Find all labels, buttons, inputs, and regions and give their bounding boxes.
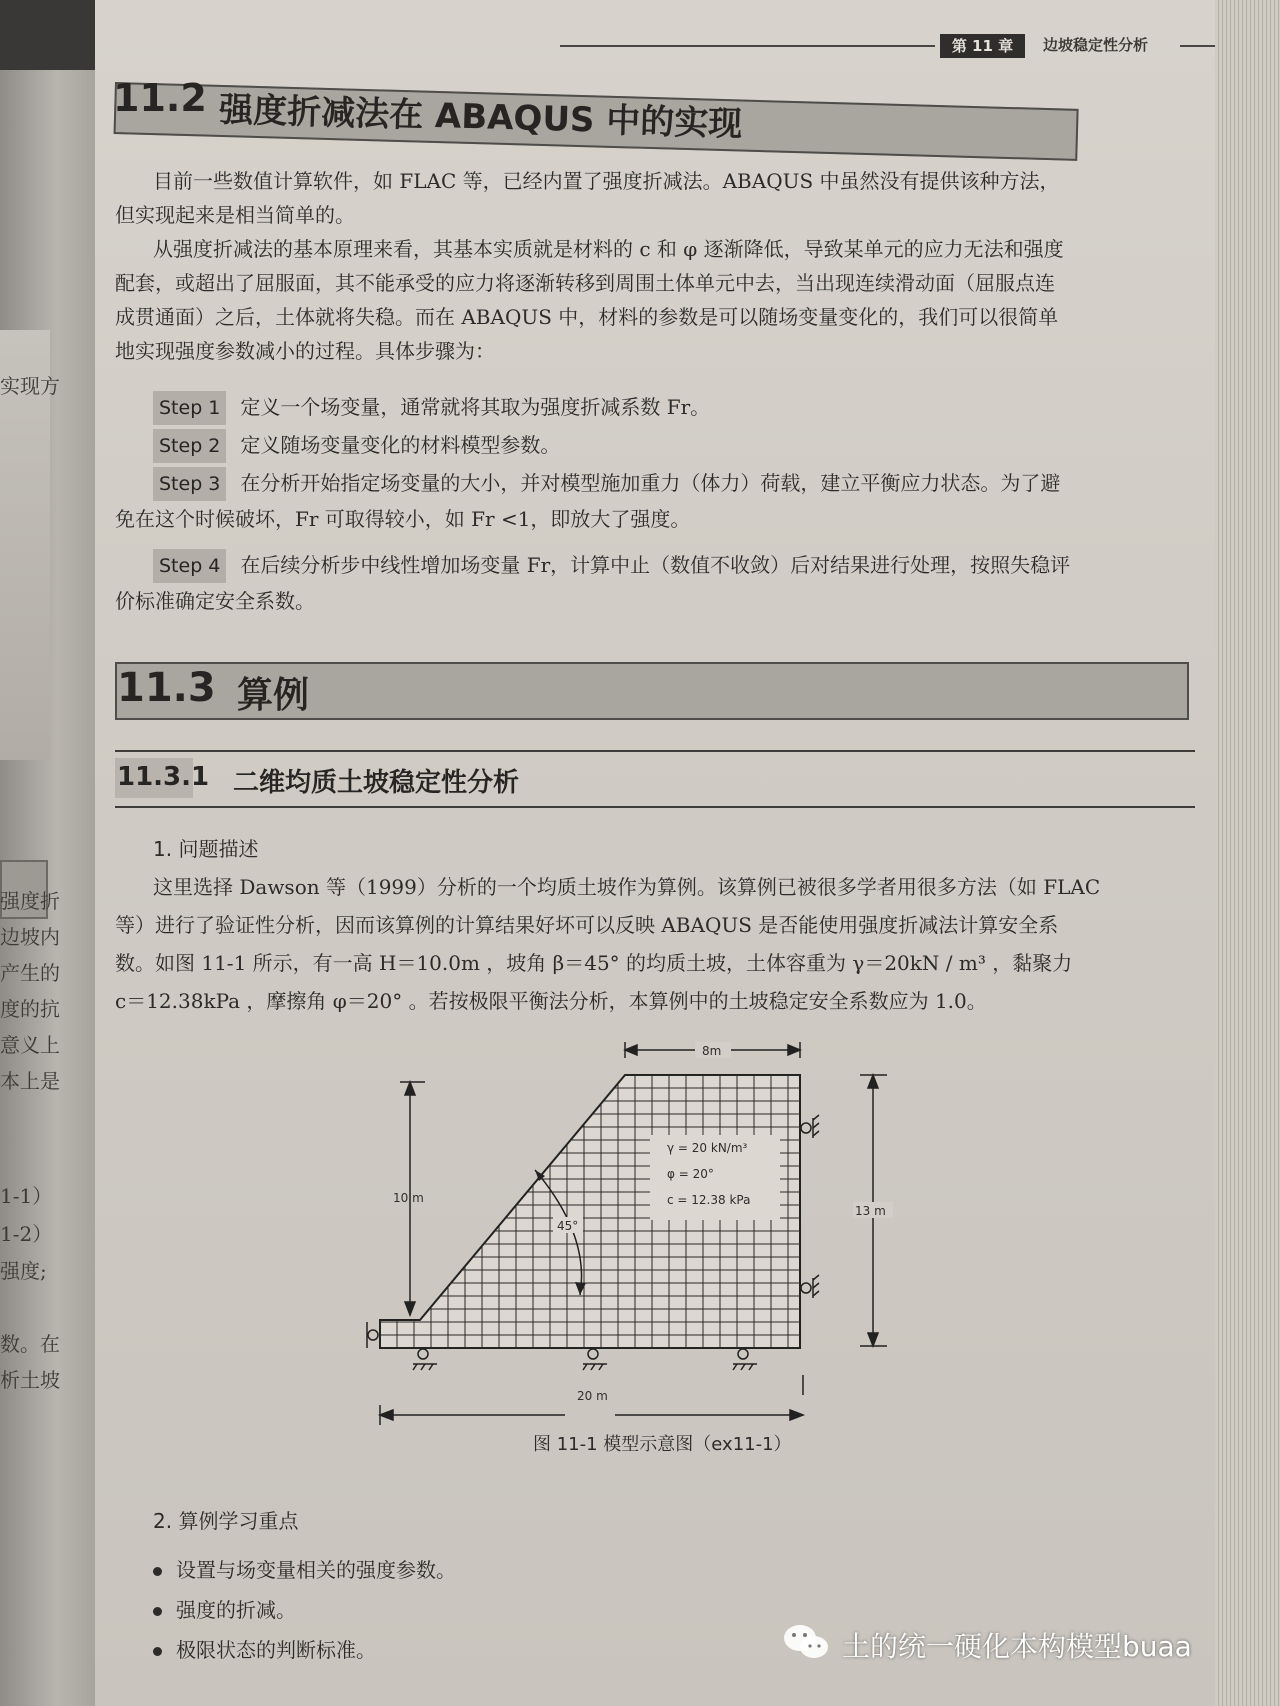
left-text-fragment: 边坡内 bbox=[0, 925, 60, 949]
section-number: 11.3 bbox=[117, 665, 216, 711]
step-text: 定义随场变量变化的材料模型参数。 bbox=[240, 433, 561, 457]
wechat-icon bbox=[780, 1622, 834, 1662]
angle-label: 45° bbox=[557, 1219, 579, 1233]
left-text-fragment: 本上是 bbox=[0, 1069, 60, 1093]
step-text: 定义一个场变量，通常就将其取为强度折减系数 Fr。 bbox=[240, 395, 711, 419]
step-item bbox=[153, 466, 1060, 501]
pin-support-icon bbox=[413, 1349, 437, 1370]
step-label: Step 2 bbox=[153, 429, 226, 463]
left-text-fragment: 数。在 bbox=[0, 1332, 60, 1356]
dim-top-label: 8m bbox=[702, 1044, 722, 1058]
paragraph-line: 从强度折减法的基本原理来看，其基本实质就是材料的 c 和 φ 逐渐降低，导致某单元的应力无法和强度 bbox=[153, 237, 1064, 261]
paragraph-line: 但实现起来是相当简单的。 bbox=[115, 203, 355, 227]
pin-support-icon bbox=[583, 1349, 607, 1370]
dim-left-label: 10 m bbox=[393, 1191, 424, 1205]
step-label: Step 3 bbox=[153, 467, 226, 501]
paragraph-line: 这里选择 Dawson 等（1999）分析的一个均质土坡作为算例。该算例已被很多学者用很多方法（如 FLAC bbox=[153, 875, 1101, 899]
watermark-text: 土的统一硬化本构模型buaa bbox=[842, 1630, 1192, 1663]
step-item bbox=[153, 390, 710, 425]
bullet-dot bbox=[153, 1647, 162, 1656]
step-continuation: 免在这个时候破坏，Fr 可取得较小，如 Fr <1，即放大了强度。 bbox=[115, 507, 691, 531]
paragraph-line: 成贯通面）之后，土体就将失稳。而在 ABAQUS 中，材料的参数是可以随场变量变化的，我们可以很简单 bbox=[115, 305, 1059, 329]
subsection-title: 二维均质土坡稳定性分析 bbox=[233, 768, 520, 798]
dim-right-label: 13 m bbox=[855, 1204, 886, 1218]
problem-heading: 1. 问题描述 bbox=[153, 837, 259, 861]
focus-bullet-text: 极限状态的判断标准。 bbox=[176, 1638, 376, 1662]
focus-bullet bbox=[153, 1594, 296, 1623]
pin-support-icon bbox=[733, 1349, 757, 1370]
focus-heading: 2. 算例学习重点 bbox=[153, 1509, 299, 1533]
section-number: 11.2 bbox=[113, 76, 207, 120]
paragraph-line: c＝12.38kPa ，摩擦角 φ＝20° 。若按极限平衡法分析，本算例中的土坡稳定安全系数应为 1.0。 bbox=[115, 989, 987, 1013]
dim-bottom-label: 20 m bbox=[577, 1389, 608, 1403]
left-text-fragment: 意义上 bbox=[0, 1033, 60, 1057]
step-continuation: 价标准确定安全系数。 bbox=[115, 589, 315, 613]
left-facing-page bbox=[0, 70, 95, 1706]
roller-support-icon bbox=[801, 1115, 819, 1138]
section-title: 算例 bbox=[237, 675, 310, 716]
step-label: Step 1 bbox=[153, 391, 226, 425]
step-item bbox=[153, 428, 560, 463]
paragraph-line: 地实现强度参数减小的过程。具体步骤为： bbox=[115, 339, 495, 363]
step-text: 在后续分析步中线性增加场变量 Fr，计算中止（数值不收敛）后对结果进行处理，按照失稳评 bbox=[240, 553, 1071, 577]
left-text-fragment: 析土坡 bbox=[0, 1368, 60, 1392]
roller-support-icon bbox=[367, 1322, 378, 1348]
left-text-fragment: 1-2） bbox=[0, 1222, 53, 1246]
left-text-fragment: 1-1） bbox=[0, 1184, 53, 1208]
step-label: Step 4 bbox=[153, 549, 226, 583]
roller-support-icon bbox=[801, 1275, 819, 1298]
left-text-fragment: 度的抗 bbox=[0, 997, 60, 1021]
bullet-dot bbox=[153, 1607, 162, 1616]
paragraph-line: 数。如图 11-1 所示，有一高 H＝10.0m ，坡角 β＝45° 的均质土坡，土体容重为 γ＝20kN / m³ ，黏聚力 bbox=[115, 951, 1073, 975]
slope-model-figure bbox=[365, 1030, 925, 1450]
page-edge-stack bbox=[1215, 0, 1280, 1706]
header-rule bbox=[560, 45, 935, 47]
focus-bullet-text: 强度的折减。 bbox=[176, 1598, 296, 1622]
step-item bbox=[153, 548, 1070, 583]
left-text-fragment: 强度; bbox=[0, 1259, 47, 1283]
subsection-rule-top bbox=[115, 750, 1195, 752]
paragraph-line: 目前一些数值计算软件，如 FLAC 等，已经内置了强度折减法。ABAQUS 中虽然没有提供该种方法， bbox=[153, 169, 1060, 193]
book-page bbox=[95, 0, 1215, 1706]
paragraph-line: 等）进行了验证性分析，因而该算例的计算结果好坏可以反映 ABAQUS 是否能使用强度折减法计算安全系 bbox=[115, 913, 1059, 937]
gamma-label: γ = 20 kN/m³ bbox=[667, 1141, 748, 1155]
focus-bullet bbox=[153, 1634, 376, 1663]
chapter-badge: 第 11 章 bbox=[940, 34, 1025, 58]
bullet-dot bbox=[153, 1567, 162, 1576]
header-rule-right bbox=[1180, 45, 1215, 47]
focus-bullet-text: 设置与场变量相关的强度参数。 bbox=[176, 1558, 456, 1582]
subsection-rule-bottom bbox=[115, 806, 1195, 808]
paragraph-line: 配套，或超出了屈服面，其不能承受的应力将逐渐转移到周围土体单元中去，当出现连续滑动面（屈服点连 bbox=[115, 271, 1055, 295]
left-text-fragment: 产生的 bbox=[0, 961, 60, 985]
left-text-fragment: 实现方 bbox=[0, 374, 60, 398]
figure-caption: 图 11-1 模型示意图（ex11-1） bbox=[533, 1434, 792, 1455]
phi-label: φ = 20° bbox=[667, 1167, 714, 1181]
focus-bullet bbox=[153, 1554, 456, 1583]
section-title: 强度折减法在 ABAQUS 中的实现 bbox=[218, 89, 743, 145]
cohesion-label: c = 12.38 kPa bbox=[667, 1193, 751, 1207]
left-text-fragment: 强度折 bbox=[0, 889, 60, 913]
step-text: 在分析开始指定场变量的大小，并对模型施加重力（体力）荷载，建立平衡应力状态。为了避 bbox=[240, 471, 1061, 495]
chapter-title: 边坡稳定性分析 bbox=[1043, 36, 1149, 54]
subsection-number: 11.3.1 bbox=[117, 762, 210, 792]
